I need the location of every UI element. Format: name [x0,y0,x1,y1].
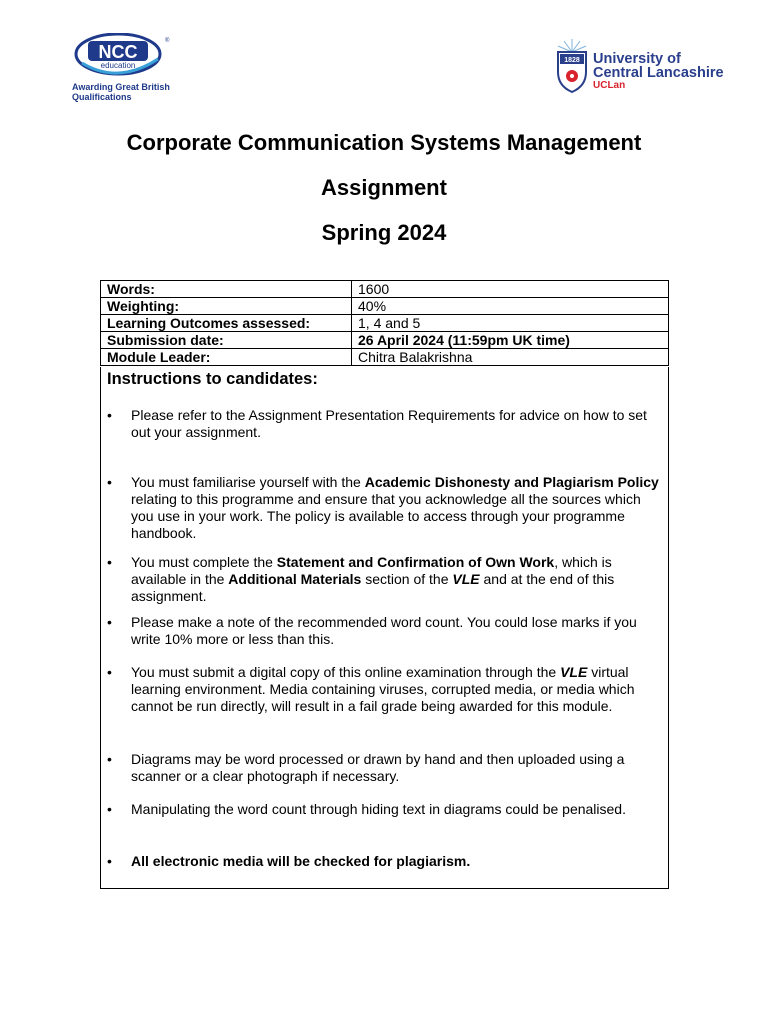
ncc-sub-text: education [100,61,136,70]
instruction-text-segment: Diagrams may be word processed or drawn by hand and then uploaded using a scanner or a clear photograph if necessary. [131,751,625,784]
instructions-heading: Instructions to candidates: [107,370,318,388]
bullet-icon: • [107,751,112,767]
bullet-icon: • [107,614,112,630]
instruction-text [131,554,663,605]
info-row [101,349,669,366]
instruction-text-segment: VLE [452,571,480,587]
bullet-icon: • [107,474,112,490]
ncc-logo-icon [72,33,172,79]
instruction-text-segment: Academic Dishonesty and Plagiarism Policy [364,474,659,490]
info-value: 26 April 2024 (11:59pm UK time) [352,332,669,349]
info-value: 40% [352,298,669,315]
instruction-text [131,801,663,818]
info-label: Learning Outcomes assessed: [101,315,352,332]
instruction-text-segment: , which is available in the [131,554,612,587]
instruction-text-segment: You must submit a digital copy of this online examination through the [131,664,561,680]
instruction-text-segment: Additional Materials [228,571,362,587]
bullet-icon: • [107,407,112,423]
instruction-text [131,751,663,785]
instructions-box [100,367,669,889]
ncc-education-logo [72,33,172,103]
uclan-name-line2: Central Lancashire [593,65,724,81]
bullet-icon: • [107,853,112,869]
info-value: 1600 [352,281,669,298]
bullet-icon: • [107,801,112,817]
instruction-text-segment: virtual learning environment. Media containing viruses, corrupted media, or media which cannot be run directly, will result in a fail grade being awarded for this module. [131,664,635,714]
instruction-text [131,474,663,542]
instruction-text-segment: You must familiarise yourself with the [131,474,365,490]
instruction-text-segment: Manipulating the word count through hiding text in diagrams could be penalised. [131,801,626,817]
instruction-text-segment: VLE [560,664,588,680]
instruction-text [131,614,663,648]
instruction-text [131,853,663,870]
info-row [101,281,669,298]
instruction-text [131,664,663,715]
bullet-icon: • [107,554,112,570]
instruction-text-segment: Please make a note of the recommended word count. You could lose marks if you write 10% more or less than this. [131,614,637,647]
instruction-text-segment: and at the end of this assignment. [131,571,615,604]
instruction-text-segment: You must complete the [131,554,277,570]
assignment-info-table [100,280,669,366]
instruction-text-segment: Statement and Confirmation of Own Work [276,554,555,570]
ncc-mark-text: NCC [98,42,138,62]
uclan-short-name: UCLan [593,80,626,91]
svg-text:®: ® [165,38,170,44]
uclan-year-text: 1828 [564,57,580,64]
info-row [101,298,669,315]
ncc-tagline-line1: Awarding Great British [72,82,170,92]
document-subtitle: Assignment [321,175,447,200]
info-label: Module Leader: [101,349,352,366]
info-value: 1, 4 and 5 [352,315,669,332]
info-row [101,332,669,349]
instruction-text-segment: relating to this programme and ensure that you acknowledge all the sources which you use in your work. The policy is available to access through your programme handbook. [131,491,641,541]
document-term: Spring 2024 [321,220,447,245]
info-label: Submission date: [101,332,352,349]
info-value: Chitra Balakrishna [352,349,669,366]
ncc-tagline-line2: Qualifications [72,92,132,102]
uclan-name-line1: University of [593,51,681,67]
uclan-logo [555,38,735,94]
info-label: Words: [101,281,352,298]
instruction-text [131,407,663,441]
instruction-text-segment: All electronic media will be checked for plagiarism. [131,853,471,869]
document-title: Corporate Communication Systems Management [126,130,642,155]
bullet-icon: • [107,664,112,680]
info-row [101,315,669,332]
uclan-crest-icon [555,38,589,94]
instruction-text-segment: Please refer to the Assignment Presentation Requirements for advice on how to set out your assignment. [131,407,647,440]
instruction-text-segment: section of the [361,571,453,587]
info-label: Weighting: [101,298,352,315]
